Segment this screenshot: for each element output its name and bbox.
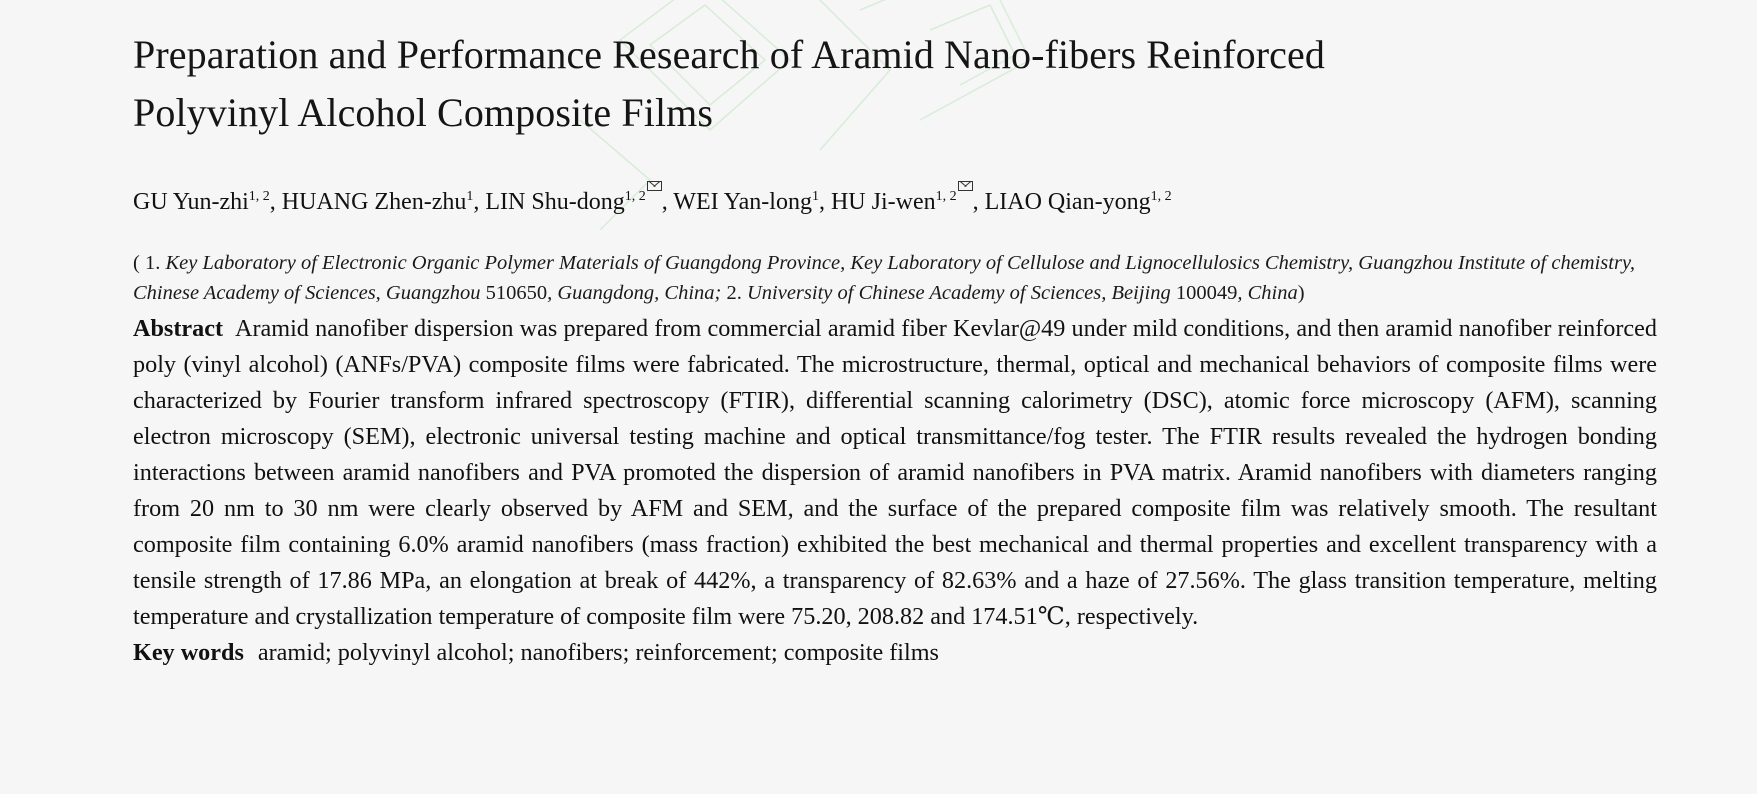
abstract-text: Aramid nanofiber dispersion was prepared from commercial aramid fiber Kevlar@49 under mild conditions, and then aramid nanofiber reinforced poly (vinyl alcohol) (ANFs/PVA) composite films were fabricated. The microstructure, thermal, optical and mechanical behaviors of composite films were characterized by Fourier transform infrared spectroscopy (FTIR), differential scanning calorimetry (DSC), atomic force microscopy (AFM), scanning electron microscopy (SEM), electronic universal testing machine and optical transmittance/fog tester. The FTIR results revealed the hydrogen bonding interactions between aramid nanofibers and PVA promoted the dispersion of aramid nanofibers in PVA matrix. Aramid nanofibers with diameters ranging from 20 nm to 30 nm were clearly observed by AFM and SEM, and the surface of the prepared composite film was relatively smooth. The resultant composite film containing 6.0% aramid nanofibers (mass fraction) exhibited the best mechanical and thermal properties and excellent transparency with a tensile strength of 17.86 MPa, an elongation at break of 442%, a transparency of 82.63% and a haze of 27.56%. The glass transition temperature, melting temperature and crystallization temperature of composite film were 75.20, 208.82 and 174.51℃, respectively.	[133, 315, 1657, 630]
author-name: WEI Yan-long	[673, 189, 812, 215]
keywords	[133, 635, 1657, 671]
author-affiliation-marker: 1	[811, 189, 819, 204]
author-affiliation-marker: 1, 2	[936, 189, 973, 204]
author-affiliation-marker: 1, 2	[1150, 189, 1172, 204]
abstract	[133, 311, 1657, 635]
affiliation-1: Key Laboratory of Electronic Organic Polymer Materials of Guangdong Province, Key Laboratory of Cellulose and Lignocellulosics Chemistry, Guangzhou Institute of chemistry, Chinese Academy of Sciences, Guangzhou	[133, 252, 1636, 304]
title-line-2: Polyvinyl Alcohol Composite Films	[133, 90, 714, 135]
author-name: HUANG Zhen-zhu	[281, 189, 467, 215]
author-name: GU Yun-zhi	[133, 189, 249, 215]
envelope-icon[interactable]	[958, 181, 973, 191]
title-line-1: Preparation and Performance Research of Aramid Nano-fibers Reinforced	[133, 32, 1325, 77]
author: HUANG Zhen-zhu$^1$,	[281, 189, 486, 215]
author: HU Ji-wen$^{1, 2}$ ,	[831, 189, 985, 215]
author-name: LIAO Qian-yong	[984, 189, 1151, 215]
author-list	[133, 181, 1657, 219]
paper-title	[133, 0, 1657, 142]
keywords-label: Key words	[133, 639, 244, 666]
author-affiliation-marker: 1, 2	[625, 189, 662, 204]
author: GU Yun-zhi$^{1, 2}$,	[133, 189, 282, 215]
paper-page	[133, 0, 1657, 671]
author-affiliation-marker: 1, 2	[248, 189, 270, 204]
author-affiliation-marker: 1	[466, 189, 474, 204]
affiliations: ( 1. Key Laboratory of Electronic Organic Polymer Materials of Guangdong Province, Key Laboratory of Cellulose and Lignocellulosics Chemistry, Guangzhou Institute of chemistry, Chinese Academy of Sciences, Guangzhou 510650, Guangdong, China; 2. University of Chinese Academy of Sciences, Beijing 100049, China)	[133, 252, 1636, 304]
author: LIN Shu-dong$^{1, 2}$ ,	[485, 189, 673, 215]
author-name: HU Ji-wen	[830, 189, 936, 215]
keywords-text: aramid; polyvinyl alcohol; nanofibers; reinforcement; composite films	[257, 639, 939, 666]
author	[985, 189, 1172, 215]
author-name: LIN Shu-dong	[485, 189, 625, 215]
envelope-icon[interactable]	[647, 181, 662, 191]
author: WEI Yan-long$^1$,	[673, 189, 831, 215]
abstract-label: Abstract	[133, 315, 224, 342]
affiliation-2: University of Chinese Academy of Sciences, Beijing	[746, 281, 1176, 304]
